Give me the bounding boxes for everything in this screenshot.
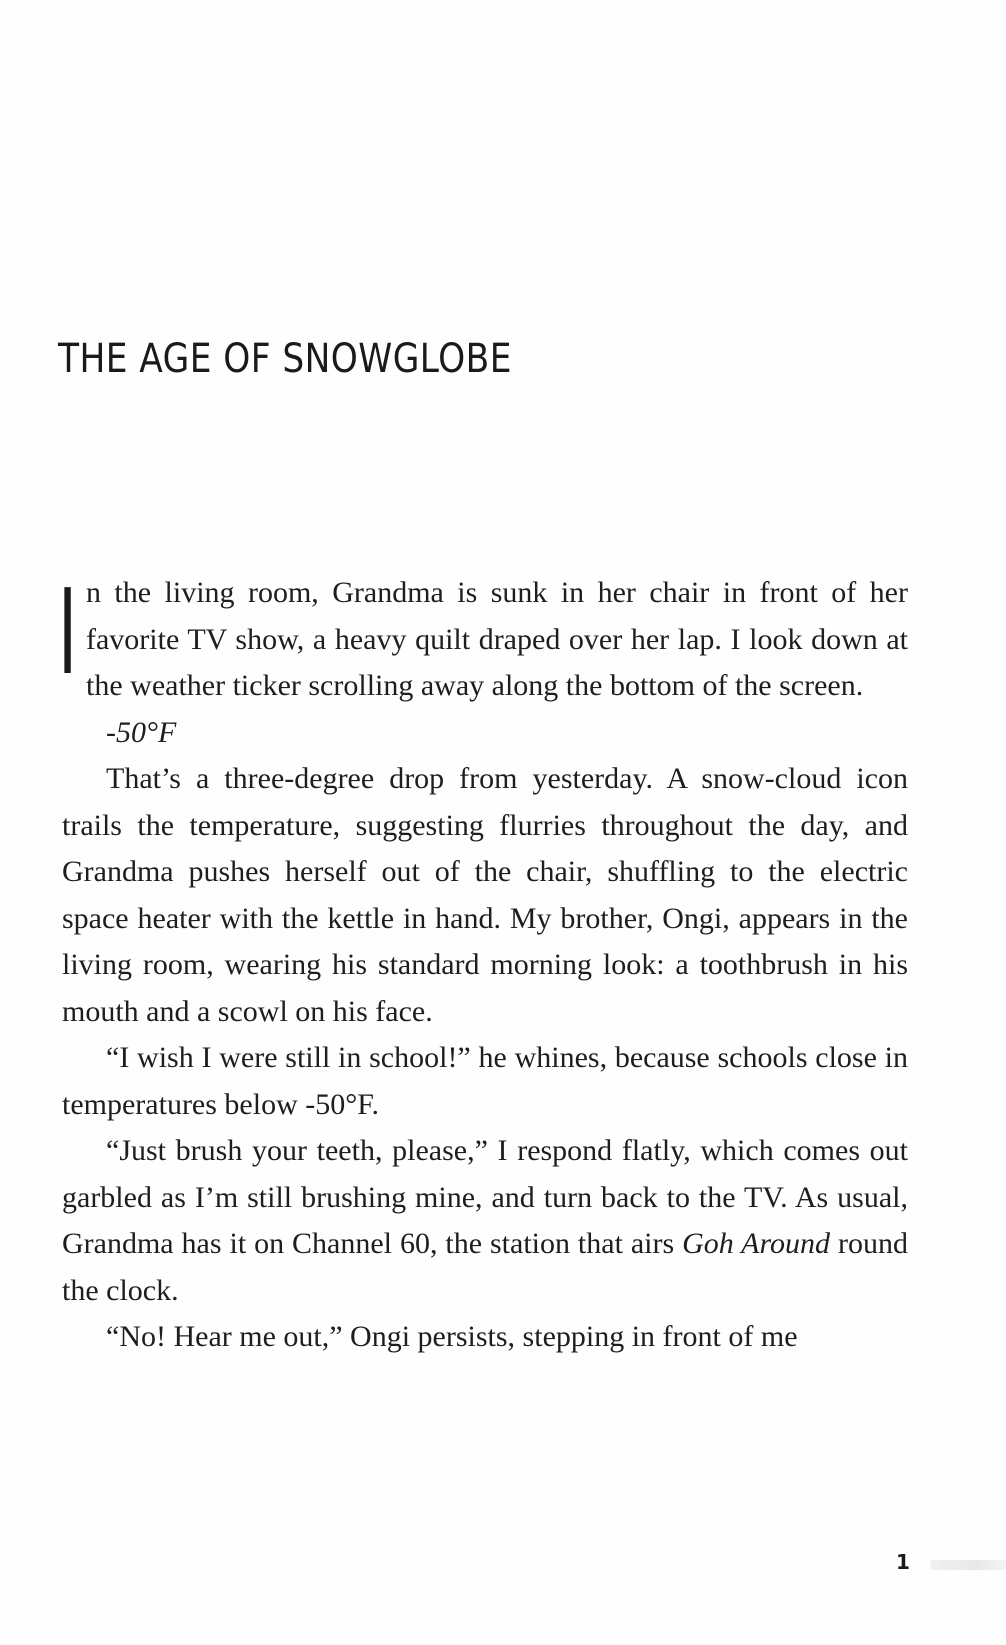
- paragraph-6: [62, 1314, 908, 1361]
- paragraph-3: [62, 756, 908, 1035]
- paragraph-5-text-end: round the clock.: [62, 1227, 908, 1307]
- paragraph-3-text: That’s a three-degree drop from yesterday. A snow-cloud icon trails the temperature, suggesting flurries throughout the day, and Grandma pushes herself out of the chair, shuffling to the electric space heater with the kettle in hand. My brother, Ongi, appears in the living room, wearing his standard morning look: a toothbrush in his mouth and a scowl on his face.: [62, 762, 908, 1028]
- paragraph-1: [58, 563, 908, 710]
- paragraph-4: [62, 1035, 908, 1128]
- page-number: 1: [896, 1550, 910, 1574]
- drop-cap: I: [58, 563, 78, 701]
- paragraph-6-text: “No! Hear me out,” Ongi persists, stepping in front of me: [106, 1320, 798, 1353]
- body-text: [58, 563, 908, 1361]
- chapter-title: THE AGE OF SNOWGLOBE: [58, 336, 512, 382]
- temperature-text: -50°F: [106, 715, 177, 749]
- scan-smudge: [930, 1560, 1006, 1570]
- paragraph-4-text: “I wish I were still in school!” he whines, because schools close in temperatures below -50°F.: [62, 1041, 908, 1121]
- temperature-line: [62, 710, 908, 757]
- paragraph-5: [62, 1128, 908, 1314]
- paragraph-5-text: “Just brush your teeth, please,” I respond flatly, which comes out garbled as I’m still brushing mine, and turn back to the TV. As usual, Grandma has it on Channel 60, the station that airs: [62, 1134, 908, 1260]
- show-title: Goh Around: [682, 1227, 831, 1260]
- paragraph-1-text: n the living room, Grandma is sunk in her chair in front of her favorite TV show, a heavy quilt draped over her lap. I look down at the weather ticker scrolling away along the bottom of the screen.: [86, 576, 908, 702]
